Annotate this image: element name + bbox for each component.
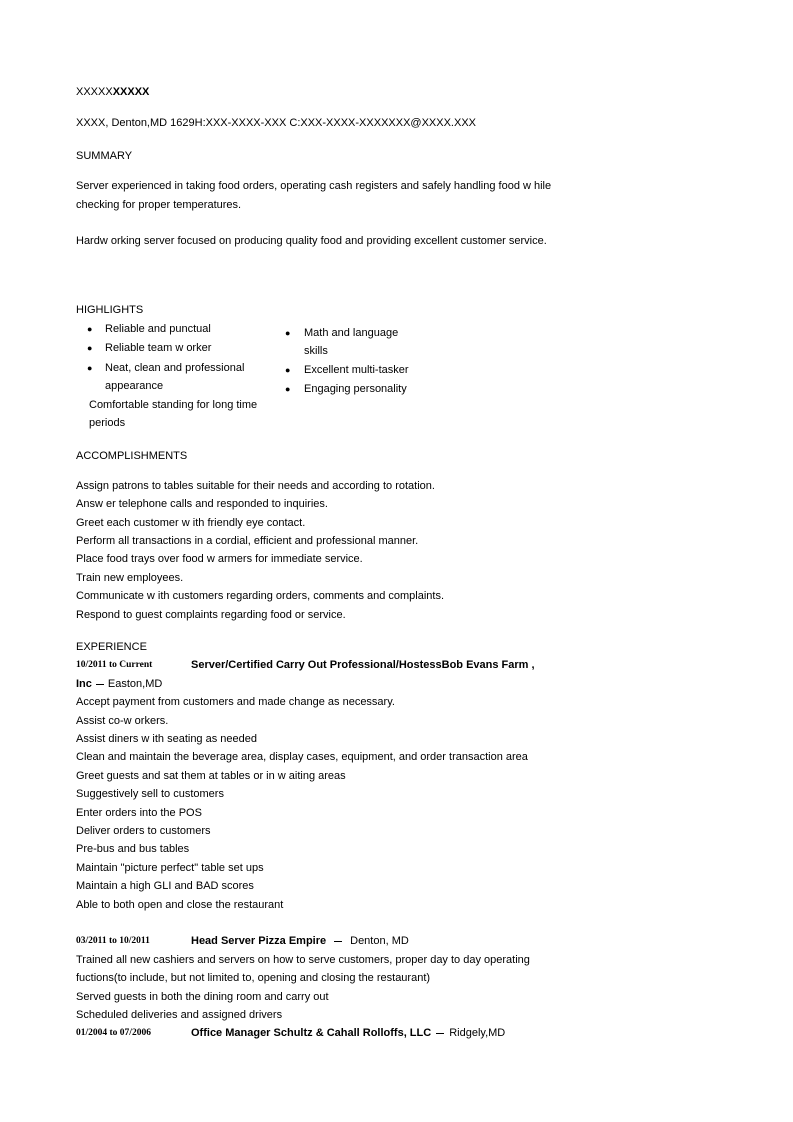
job-duty: Able to both open and close the restaurant bbox=[76, 899, 284, 911]
highlight-item: Engaging personality bbox=[304, 383, 407, 395]
job-duty: Suggestively sell to customers bbox=[76, 788, 224, 800]
job-location: Ridgely,MD bbox=[449, 1027, 506, 1039]
job-title-cont-text: Inc bbox=[76, 678, 92, 690]
job-duty: Accept payment from customers and made change as necessary. bbox=[76, 696, 395, 708]
experience-heading: EXPERIENCE bbox=[76, 641, 147, 653]
highlight-item: Excellent multi-tasker bbox=[304, 364, 409, 376]
accomplishment-item: Perform all transactions in a cordial, efficient and professional manner. bbox=[76, 535, 419, 547]
highlight-item-cont: periods bbox=[89, 417, 126, 429]
accomplishment-item: Greet each customer w ith friendly eye contact. bbox=[76, 517, 306, 529]
highlight-item: Math and language bbox=[304, 327, 399, 339]
bullet-icon: ● bbox=[87, 324, 93, 334]
job-duty: Greet guests and sat them at tables or in w aiting areas bbox=[76, 770, 346, 782]
job-title: Server/Certified Carry Out Professional/HostessBob Evans Farm , bbox=[191, 659, 535, 671]
accomplishment-item: Communicate w ith customers regarding orders, comments and complaints. bbox=[76, 590, 445, 602]
highlight-item: Reliable team w orker bbox=[105, 342, 212, 354]
job-header bbox=[191, 1027, 505, 1039]
contact-line: XXXX, Denton,MD 1629H:XXX-XXXX-XXX C:XXX-XXXX-XXXXXXX@XXXX.XXX bbox=[76, 117, 476, 129]
accomplishment-item: Train new employees. bbox=[76, 572, 184, 584]
name-prefix: XXXXX bbox=[76, 86, 113, 98]
summary-heading: SUMMARY bbox=[76, 150, 133, 162]
job-header bbox=[191, 935, 409, 947]
job-duty: Assist diners w ith seating as needed bbox=[76, 733, 257, 745]
bullet-icon: ● bbox=[285, 365, 291, 375]
job-duty: Maintain "picture perfect" table set ups bbox=[76, 862, 264, 874]
dash-separator bbox=[96, 684, 104, 685]
job-dates: 01/2004 to 07/2006 bbox=[76, 1028, 151, 1038]
job-dates: 03/2011 to 10/2011 bbox=[76, 936, 150, 946]
job-duty: Scheduled deliveries and assigned drivers bbox=[76, 1009, 283, 1021]
job-duty: Maintain a high GLI and BAD scores bbox=[76, 880, 254, 892]
name-bold: XXXXX bbox=[112, 86, 150, 98]
accomplishment-item: Assign patrons to tables suitable for their needs and according to rotation. bbox=[76, 480, 435, 492]
dash-separator bbox=[436, 1033, 444, 1034]
candidate-name bbox=[76, 86, 149, 98]
job-duty: Deliver orders to customers bbox=[76, 825, 211, 837]
accomplishments-heading: ACCOMPLISHMENTS bbox=[76, 450, 188, 462]
highlight-item: Neat, clean and professional bbox=[105, 362, 245, 374]
summary-line-1: Server experienced in taking food orders, operating cash registers and safely handling food w hile bbox=[76, 180, 552, 192]
job-dates: 10/2011 to Current bbox=[76, 660, 153, 670]
job-duty: Assist co-w orkers. bbox=[76, 715, 169, 727]
job-duty: Served guests in both the dining room and carry out bbox=[76, 991, 329, 1003]
job-duty: fuctions(to include, but not limited to, opening and closing the restaurant) bbox=[76, 972, 431, 984]
highlight-item: Reliable and punctual bbox=[105, 323, 211, 335]
job-location: Denton, MD bbox=[350, 935, 409, 947]
highlight-item-cont: appearance bbox=[105, 380, 164, 392]
bullet-icon: ● bbox=[87, 363, 93, 373]
highlight-item: Comfortable standing for long time bbox=[89, 399, 258, 411]
summary-line-2: checking for proper temperatures. bbox=[76, 199, 242, 211]
job-duty: Pre-bus and bus tables bbox=[76, 843, 190, 855]
bullet-icon: ● bbox=[87, 343, 93, 353]
job-duty: Enter orders into the POS bbox=[76, 807, 202, 819]
job-title-cont bbox=[76, 678, 162, 690]
job-title: Office Manager Schultz & Cahall Rolloffs, LLC bbox=[191, 1027, 432, 1039]
job-duty: Clean and maintain the beverage area, display cases, equipment, and order transaction area bbox=[76, 751, 528, 763]
summary-line-3: Hardw orking server focused on producing quality food and providing excellent customer service. bbox=[76, 235, 547, 247]
highlight-item-cont: skills bbox=[304, 345, 328, 357]
highlights-heading: HIGHLIGHTS bbox=[76, 304, 144, 316]
accomplishment-item: Respond to guest complaints regarding food or service. bbox=[76, 609, 346, 621]
job-duty: Trained all new cashiers and servers on how to serve customers, proper day to day operating bbox=[76, 954, 530, 966]
accomplishment-item: Place food trays over food w armers for immediate service. bbox=[76, 553, 363, 565]
bullet-icon: ● bbox=[285, 384, 291, 394]
job-title: Head Server Pizza Empire bbox=[191, 935, 327, 947]
job-location: Easton,MD bbox=[107, 678, 163, 690]
dash-separator bbox=[334, 941, 342, 942]
bullet-icon: ● bbox=[285, 328, 291, 338]
accomplishment-item: Answ er telephone calls and responded to inquiries. bbox=[76, 498, 328, 510]
